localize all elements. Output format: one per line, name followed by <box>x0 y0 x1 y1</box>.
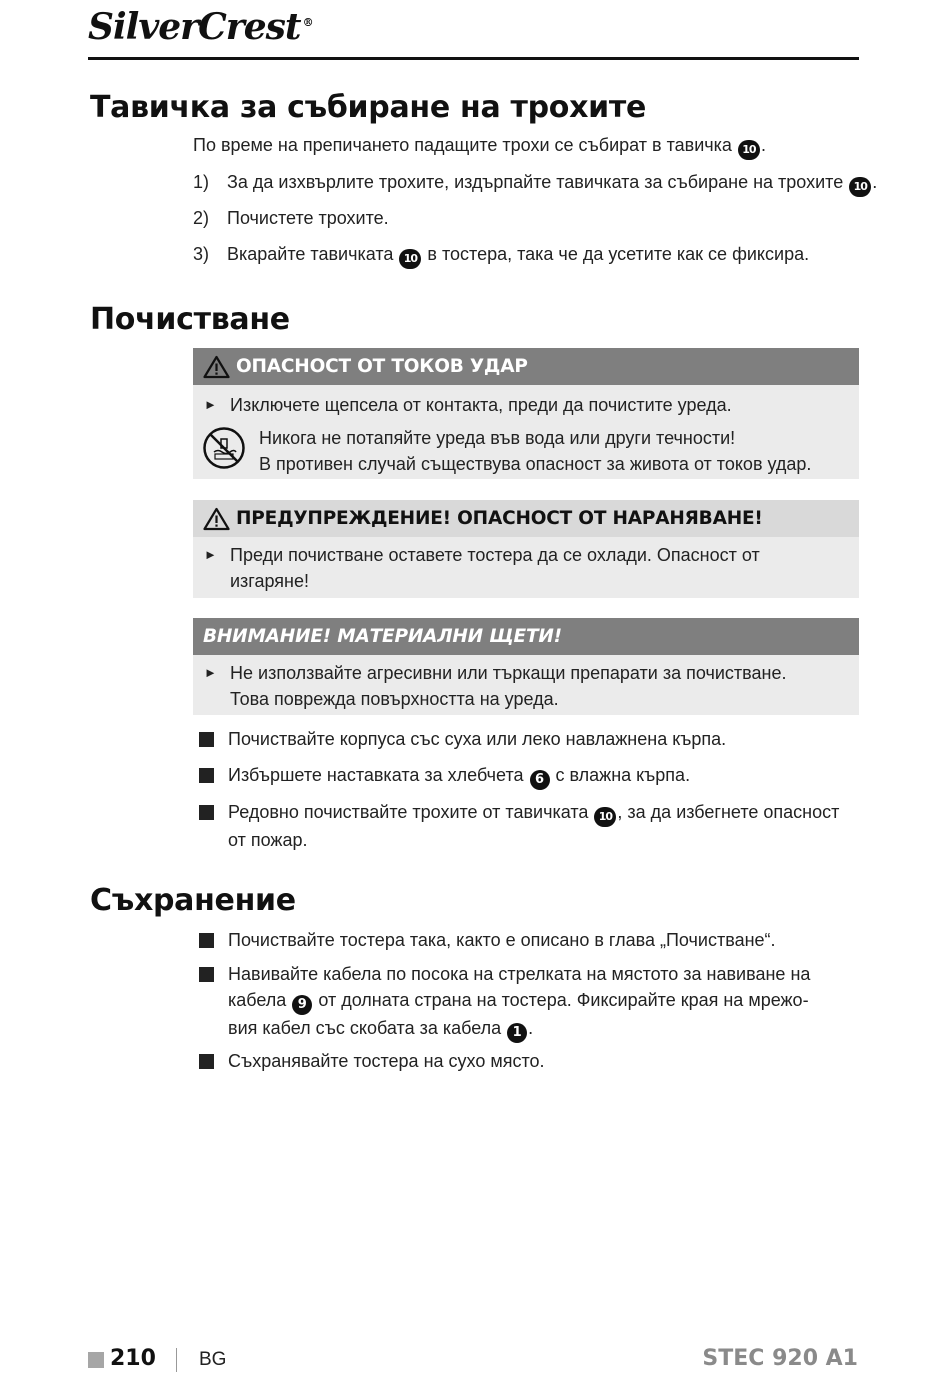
brand-name: SilverCrest <box>88 6 301 48</box>
footer-square-icon <box>88 1352 104 1368</box>
section-title-storage: Съхранение <box>90 883 296 918</box>
square-bullet-icon <box>199 967 214 982</box>
step-number: 3) <box>193 244 210 264</box>
footer-divider <box>176 1348 177 1372</box>
number-badge-icon: 9 <box>292 995 312 1015</box>
intro-paragraph: По време на препичането падащите трохи се събират в тавичка 10 . <box>193 132 766 160</box>
step-number: 2) <box>193 208 210 228</box>
warning-triangle-icon <box>203 355 230 379</box>
warning-box <box>193 500 859 598</box>
section-title-crumb-tray: Тавичка за събиране на трохите <box>90 90 647 125</box>
arrow-bullet-icon: ► <box>204 547 217 562</box>
warning-heading: ПРЕДУПРЕЖДЕНИЕ! ОПАСНОСТ ОТ НАРАНЯВАНЕ! <box>193 500 859 537</box>
caution-box <box>193 618 859 715</box>
arrow-bullet-icon: ► <box>204 397 217 412</box>
brand-registered-mark: ® <box>302 16 313 29</box>
number-badge-icon: 1 <box>507 1023 527 1043</box>
arrow-bullet-icon: ► <box>204 665 217 680</box>
warning-bullet: ► Преди почистване оставете тостера да се охлади. Опасност от изгаряне! <box>193 542 859 594</box>
danger-bullet: ► Изключете щепсела от контакта, преди да почистите уреда. <box>193 392 859 418</box>
square-bullet-icon <box>199 933 214 948</box>
square-bullet-icon <box>199 1054 214 1069</box>
warning-triangle-icon <box>203 507 230 531</box>
no-immersion-icon <box>202 426 246 470</box>
language-code: BG <box>199 1349 227 1370</box>
square-bullet-icon <box>199 805 214 820</box>
number-badge-icon: 10 <box>399 249 421 269</box>
model-number: STEC 920 A1 <box>702 1346 858 1371</box>
page-number: 210 <box>110 1346 156 1371</box>
number-badge-icon: 6 <box>530 770 550 790</box>
caution-heading: ВНИМАНИЕ! МАТЕРИАЛНИ ЩЕТИ! <box>193 618 859 655</box>
danger-immersion-text: Никога не потапяйте уреда във вода или други течности! В противен случай съществува опасност за живота от токов удар. <box>259 428 812 474</box>
danger-heading: ОПАСНОСТ ОТ ТОКОВ УДАР <box>193 348 859 385</box>
number-badge-icon: 10 <box>738 140 760 160</box>
square-bullet-icon <box>199 732 214 747</box>
header-rule <box>88 57 859 60</box>
number-badge-icon: 10 <box>594 807 616 827</box>
step-number: 1) <box>193 172 210 192</box>
section-title-cleaning: Почистване <box>90 302 290 337</box>
danger-box <box>193 348 859 479</box>
caution-bullet: ► Не използвайте агресивни или търкащи препарати за почистване. Това поврежда повърхността на уреда. <box>193 660 859 712</box>
number-badge-icon: 10 <box>849 177 871 197</box>
square-bullet-icon <box>199 768 214 783</box>
brand-logo <box>88 6 313 48</box>
